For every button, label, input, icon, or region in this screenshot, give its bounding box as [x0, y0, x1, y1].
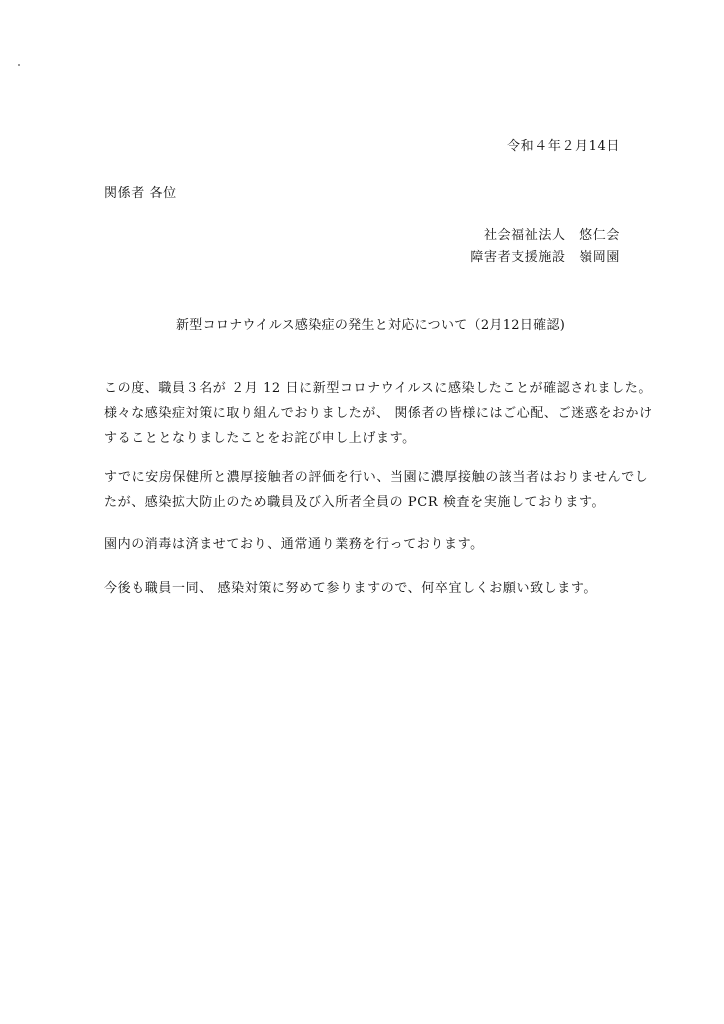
scan-speck	[18, 64, 20, 66]
paragraph-2-line-2: たが、感染拡大防止のため職員及び入所者全員の PCR 検査を実施しております。	[104, 495, 606, 510]
paragraph-4: 今後も職員一同、 感染対策に努めて参りますので、何卒宜しくお願い致します。	[104, 581, 598, 596]
document-date: 令和４年２月14日	[507, 139, 620, 154]
paragraph-1-line-3: することとなりましたことをお詫び申し上げます。	[104, 431, 416, 446]
paragraph-3: 園内の消毒は済ませており、通常通り業務を行っております。	[104, 537, 484, 552]
document-title: 新型コロナウイルス感染症の発生と対応について（2月12日確認)	[176, 318, 566, 333]
recipient-line: 関係者 各位	[104, 186, 177, 201]
sender-facility: 障害者支援施設 嶺岡園	[470, 250, 620, 265]
paragraph-2-line-1: すでに安房保健所と濃厚接触者の評価を行い、当園に濃厚接触の該当者はおりませんでし	[104, 470, 649, 485]
sender-organization: 社会福祉法人 悠仁会	[483, 228, 620, 243]
paragraph-1-line-1: この度、職員３名が ２月 12 日に新型コロナウイルスに感染したことが確認されました。	[104, 381, 652, 396]
paragraph-1-line-2: 様々な感染症対策に取り組んでおりましたが、 関係者の皆様にはご心配、ご迷惑をおかけ	[104, 406, 653, 421]
